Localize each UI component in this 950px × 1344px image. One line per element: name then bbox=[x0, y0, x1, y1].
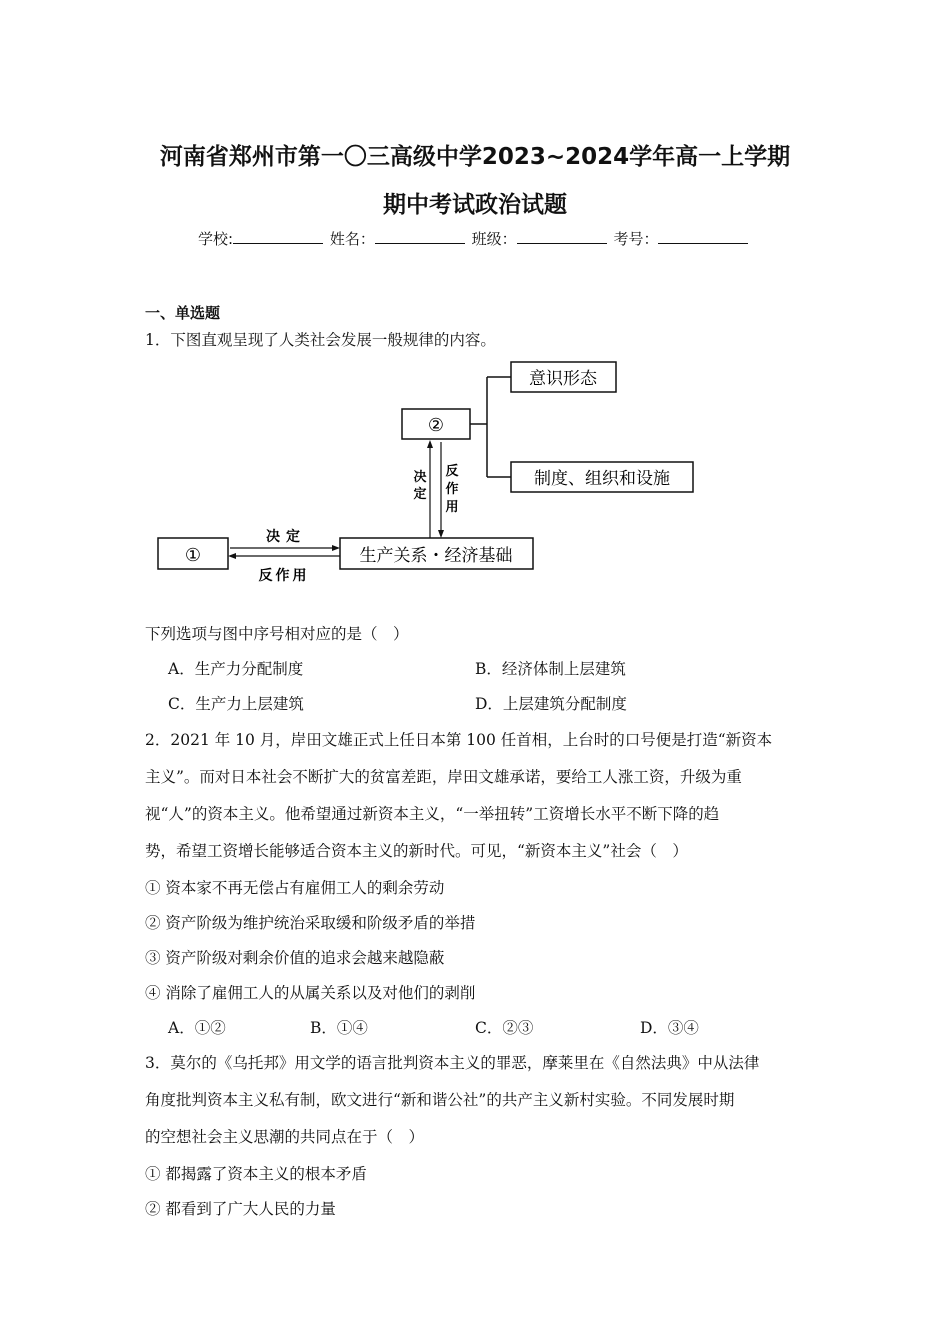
q2-item-1: ① 资本家不再无偿占有雇佣工人的剩余劳动 bbox=[145, 879, 445, 897]
name-label: 姓名： bbox=[329, 230, 375, 248]
q3-stem-line3: 的空想社会主义思潮的共同点在于（ ） bbox=[145, 1128, 425, 1146]
q3-item-2: ② 都看到了广大人民的力量 bbox=[145, 1200, 336, 1218]
diagram-react-vertical-2: 作 bbox=[445, 482, 459, 497]
diagram-box-1-label: ① bbox=[184, 545, 202, 566]
q1-diagram bbox=[0, 355, 950, 590]
q2-item-4: ④ 消除了雇佣工人的从属关系以及对他们的剥削 bbox=[145, 984, 476, 1002]
diagram-decide-vertical-1: 决 bbox=[413, 470, 427, 485]
exam-title-line1: 河南省郑州市第一〇三高级中学2023~2024学年高一上学期 bbox=[159, 144, 791, 170]
diagram-decide-horizontal: 决定 bbox=[266, 529, 306, 545]
exam-title-line2: 期中考试政治试题 bbox=[383, 192, 567, 218]
q2-stem-line4: 势，希望工资增长能够适合资本主义的新时代。可见，“新资本主义”社会（ ） bbox=[145, 842, 688, 860]
q2-item-3: ③ 资产阶级对剩余价值的追求会越来越隐蔽 bbox=[145, 949, 445, 967]
diagram-base-label: 生产关系・经济基础 bbox=[359, 546, 513, 566]
diagram-institutions-label: 制度、组织和设施 bbox=[534, 469, 670, 489]
q3-item-1: ① 都揭露了资本主义的根本矛盾 bbox=[145, 1165, 367, 1183]
q2-option-b[interactable]: B．①④ bbox=[310, 1019, 368, 1037]
q2-option-a[interactable]: A．①② bbox=[168, 1019, 226, 1037]
q2-stem-line1: 2．2021 年 10 月，岸田文雄正式上任日本第 100 任首相，上台时的口号便是打造“新资本 bbox=[145, 731, 773, 749]
school-label: 学校: bbox=[198, 230, 234, 248]
class-label: 班级： bbox=[471, 230, 517, 248]
class-blank[interactable] bbox=[517, 229, 607, 244]
q1-question: 下列选项与图中序号相对应的是（ ） bbox=[145, 625, 409, 643]
q3-stem-line2: 角度批判资本主义私有制，欧文进行“新和谐公社”的共产主义新村实验。不同发展时期 bbox=[145, 1091, 735, 1109]
q1-option-a[interactable]: A．生产力分配制度 bbox=[168, 660, 304, 678]
q1-option-c[interactable]: C．生产力上层建筑 bbox=[168, 695, 304, 713]
q1-stem: 1．下图直观呈现了人类社会发展一般规律的内容。 bbox=[145, 331, 496, 349]
section-heading: 一、单选题 bbox=[145, 304, 221, 322]
q2-stem-line3: 视“人”的资本主义。他希望通过新资本主义，“一举扭转”工资增长水平不断下降的趋 bbox=[145, 805, 720, 823]
q2-item-2: ② 资产阶级为维护统治采取缓和阶级矛盾的举措 bbox=[145, 914, 476, 932]
diagram-react-vertical-3: 用 bbox=[445, 500, 459, 515]
q2-option-d[interactable]: D．③④ bbox=[640, 1019, 699, 1037]
q2-option-c[interactable]: C．②③ bbox=[475, 1019, 534, 1037]
q2-stem-line2: 主义”。而对日本社会不断扩大的贫富差距，岸田文雄承诺，要给工人涨工资，升级为重 bbox=[145, 768, 742, 786]
diagram-box-2-label: ② bbox=[427, 415, 445, 436]
diagram-ideology-label: 意识形态 bbox=[529, 369, 597, 389]
diagram-react-vertical-1: 反 bbox=[445, 464, 459, 479]
q1-option-d[interactable]: D．上层建筑分配制度 bbox=[475, 695, 627, 713]
exam-number-blank[interactable] bbox=[658, 229, 748, 244]
name-blank[interactable] bbox=[375, 229, 465, 244]
student-info-line bbox=[198, 228, 750, 249]
school-blank[interactable] bbox=[233, 229, 323, 244]
diagram-react-horizontal: 反作用 bbox=[258, 568, 310, 584]
exam-number-label: 考号： bbox=[613, 230, 659, 248]
q3-stem-line1: 3．莫尔的《乌托邦》用文学的语言批判资本主义的罪恶，摩莱里在《自然法典》中从法律 bbox=[145, 1054, 760, 1072]
q1-option-b[interactable]: B．经济体制上层建筑 bbox=[475, 660, 626, 678]
diagram-decide-vertical-2: 定 bbox=[413, 487, 427, 502]
